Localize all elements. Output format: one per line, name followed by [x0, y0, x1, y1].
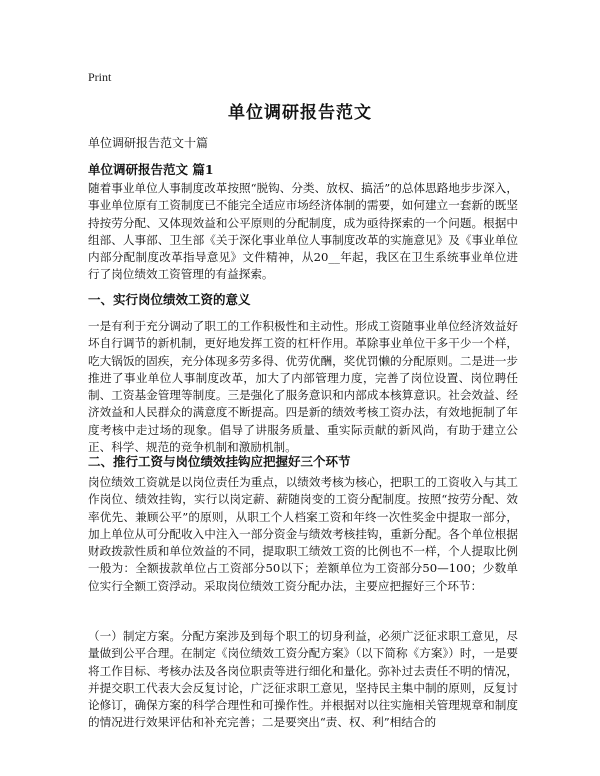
- paragraph-significance: 一是有利于充分调动了职工的工作积极性和主动性。形成工资随事业单位经济效益好坏自行调节的新机制，更好地发挥工资的杠杆作用。革除事业单位干多干少一个样，吃大锅饭的固疾，充分体现多劳多得、优劳优酬，奖优罚懒的分配原则。二是进一步推进了事业单位人事制度改革，加大了内部管理力度，完善了岗位设置、岗位聘任制、工资基金管理等制度。三是强化了服务意识和内部成本核算意识。社会效益、经济效益和人民群众的满意度不断提高。四是新的绩效考核工资办法，有效地扼制了年度考核中走过场的现象。倡导了讲服务质量、重实际贡献的新风尚，有助于建立公正、科学、规范的竞争机制和激励机制。: [88, 319, 518, 455]
- heading-significance: 一、实行岗位绩效工资的意义: [88, 292, 251, 307]
- intro-paragraph: 随着事业单位人事制度改革按照“脱钩、分类、放权、搞活”的总体思路地步步深入，事业单位原有工资制度已不能完全适应市场经济体制的需要，如何建立一套新的既坚持按劳分配、又体现效益和公平原则的分配制度，成为亟待探索的一个问题。根据中组部、人事部、卫生部《关于深化事业单位人事制度改革的实施意见》及《事业单位内部分配制度改革指导意见》文件精神，从20__年起，我区在卫生系统事业单位进行了岗位绩效工资管理的有益探索。: [88, 181, 518, 282]
- section-title: 单位调研报告范文 篇1: [88, 162, 214, 177]
- print-label[interactable]: Print: [88, 70, 112, 84]
- document-subtitle: 单位调研报告范文十篇: [88, 136, 209, 150]
- page-title: 单位调研报告范文: [228, 103, 372, 123]
- paragraph-plan: （一）制定方案。分配方案涉及到每个职工的切身利益，必须广泛征求职工意见，尽量做到公平合理。在制定《岗位绩效工资分配方案》（以下简称《方案》）时，一是要将工作目标、考核办法及各岗位职责等进行细化和量化。弥补过去责任不明的情况，并提交职工代表大会反复讨论，广泛征求职工意见，坚持民主集中制的原则，反复讨论修订，确保方案的科学合理性和可操作性。并根据对以往实施相关管理规章和制度的情况进行效果评估和补充完善；二是要突出“责、权、利”相结合的: [88, 629, 518, 730]
- paragraph-performance-pay: 岗位绩效工资就是以岗位责任为重点，以绩效考核为核心，把职工的工资收入与其工作岗位、绩效挂钩，实行以岗定薪、薪随岗变的工资分配制度。按照“按劳分配、效率优先、兼顾公平”的原则，从职工个人档案工资和年终一次性奖金中提取一部分，加上单位从可分配收入中注入一部分资金与绩效考核挂钩，重新分配。各个单位根据财政拨款性质和单位效益的不同，提取职工绩效工资的比例也不一样，个人提取比例一般为：全额拔款单位占工资部分50以下；差额单位为工资部分50—100；少数单位实行全额工资浮动。采取岗位绩效工资分配办法，主要应把握好三个环节：: [88, 475, 518, 593]
- heading-three-links: 二、推行工资与岗位绩效挂钩应把握好三个环节: [88, 454, 351, 469]
